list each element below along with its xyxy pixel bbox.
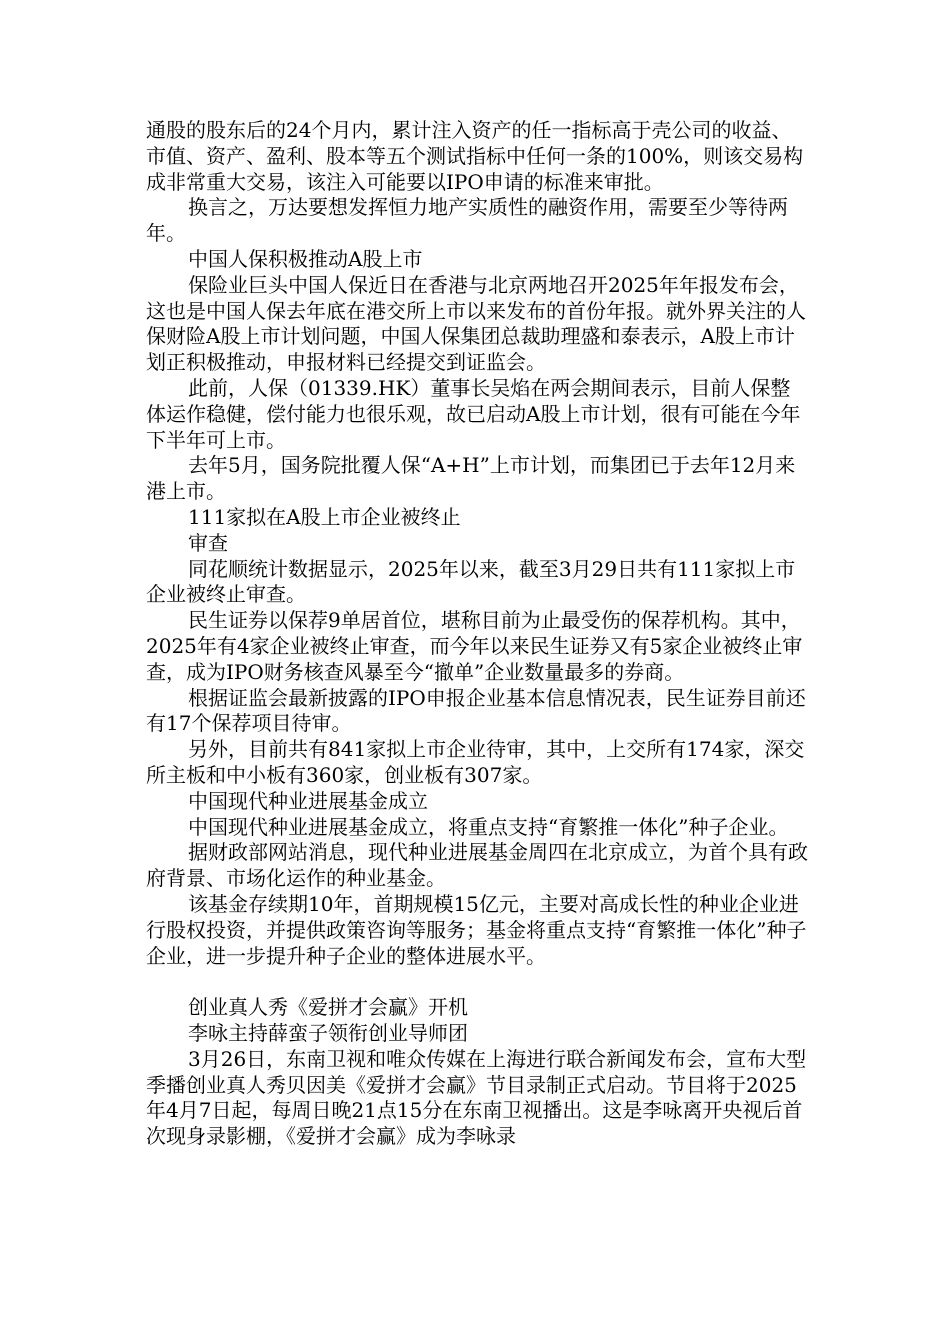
paragraph: 换言之，万达要想发挥恒力地产实质性的融资作用，需要至少等待两年。	[146, 195, 788, 246]
paragraph: 保险业巨头中国人保近日在香港与北京两地召开2025年年报发布会，这也是中国人保去年底在港交所上市以来发布的首份年报。就外界关注的人保财险A股上市计划问题，中国人保集团总裁助理盛和泰表示，A股上市计划正积极推动，申报材料已经提交到证监会。	[146, 272, 806, 375]
paragraph: 据财政部网站消息，现代种业进展基金周四在北京成立，为首个具有政府背景、市场化运作的种业基金。	[146, 840, 808, 891]
section-heading: 中国现代种业进展基金成立	[188, 788, 428, 813]
paragraph: 该基金存续期10年，首期规模15亿元，主要对高成长性的种业企业进行股权投资，并提供政策咨询等服务；基金将重点支持“育繁推一体化”种子企业，进一步提升种子企业的整体进展水平。	[146, 891, 807, 968]
paragraph: 根据证监会最新披露的IPO申报企业基本信息情况表，民生证券目前还有17个保荐项目待审。	[146, 685, 806, 736]
paragraph: 此前，人保（01339.HK）董事长吴焰在两会期间表示，目前人保整体运作稳健，偿付能力也很乐观，故已启动A股上市计划，很有可能在今年下半年可上市。	[146, 375, 801, 452]
section-subheading: 李咏主持薛蛮子领衔创业导师团	[188, 1021, 468, 1046]
section-heading: 111家拟在A股上市企业被终止	[188, 504, 461, 529]
paragraph: 民生证券以保荐9单居首位，堪称目前为止最受伤的保荐机构。其中，2025年有4家企业被终止审查，而今年以来民生证券又有5家企业被终止审查，成为IPO财务核查风暴至今“撤单”企业数量最多的券商。	[146, 608, 803, 684]
paragraph: 中国现代种业进展基金成立，将重点支持“育繁推一体化”种子企业。	[188, 814, 789, 839]
document-body	[146, 118, 808, 1150]
paragraph: 另外，目前共有841家拟上市企业待审，其中，上交所有174家，深交所主板和中小板有360家，创业板有307家。	[146, 737, 805, 787]
paragraph: 去年5月，国务院批覆人保“A+H”上市计划，而集团已于去年12月来港上市。	[146, 453, 796, 504]
section-heading: 中国人保积极推动A股上市	[188, 246, 423, 271]
paragraph: 通股的股东后的24个月内，累计注入资产的任一指标高于壳公司的收益、市值、资产、盈利、股本等五个测试指标中任何一条的100%，则该交易构成非常重大交易，该注入可能要以IPO申请的标准来审批。	[146, 118, 804, 194]
section-heading: 审查	[188, 530, 228, 555]
paragraph: 同花顺统计数据显示，2025年以来，截至3月29日共有111家拟上市企业被终止审查。	[146, 556, 796, 607]
paragraph: 3月26日，东南卫视和唯众传媒在上海进行联合新闻发布会，宣布大型季播创业真人秀贝因美《爱拼才会赢》节目录制正式启动。节目将于2025年4月7日起，每周日晚21点15分在东南卫视播出。这是李咏离开央视后首次现身录影棚，《爱拼才会赢》成为李咏录	[146, 1046, 807, 1149]
section-heading: 创业真人秀《爱拼才会赢》开机	[188, 995, 468, 1020]
